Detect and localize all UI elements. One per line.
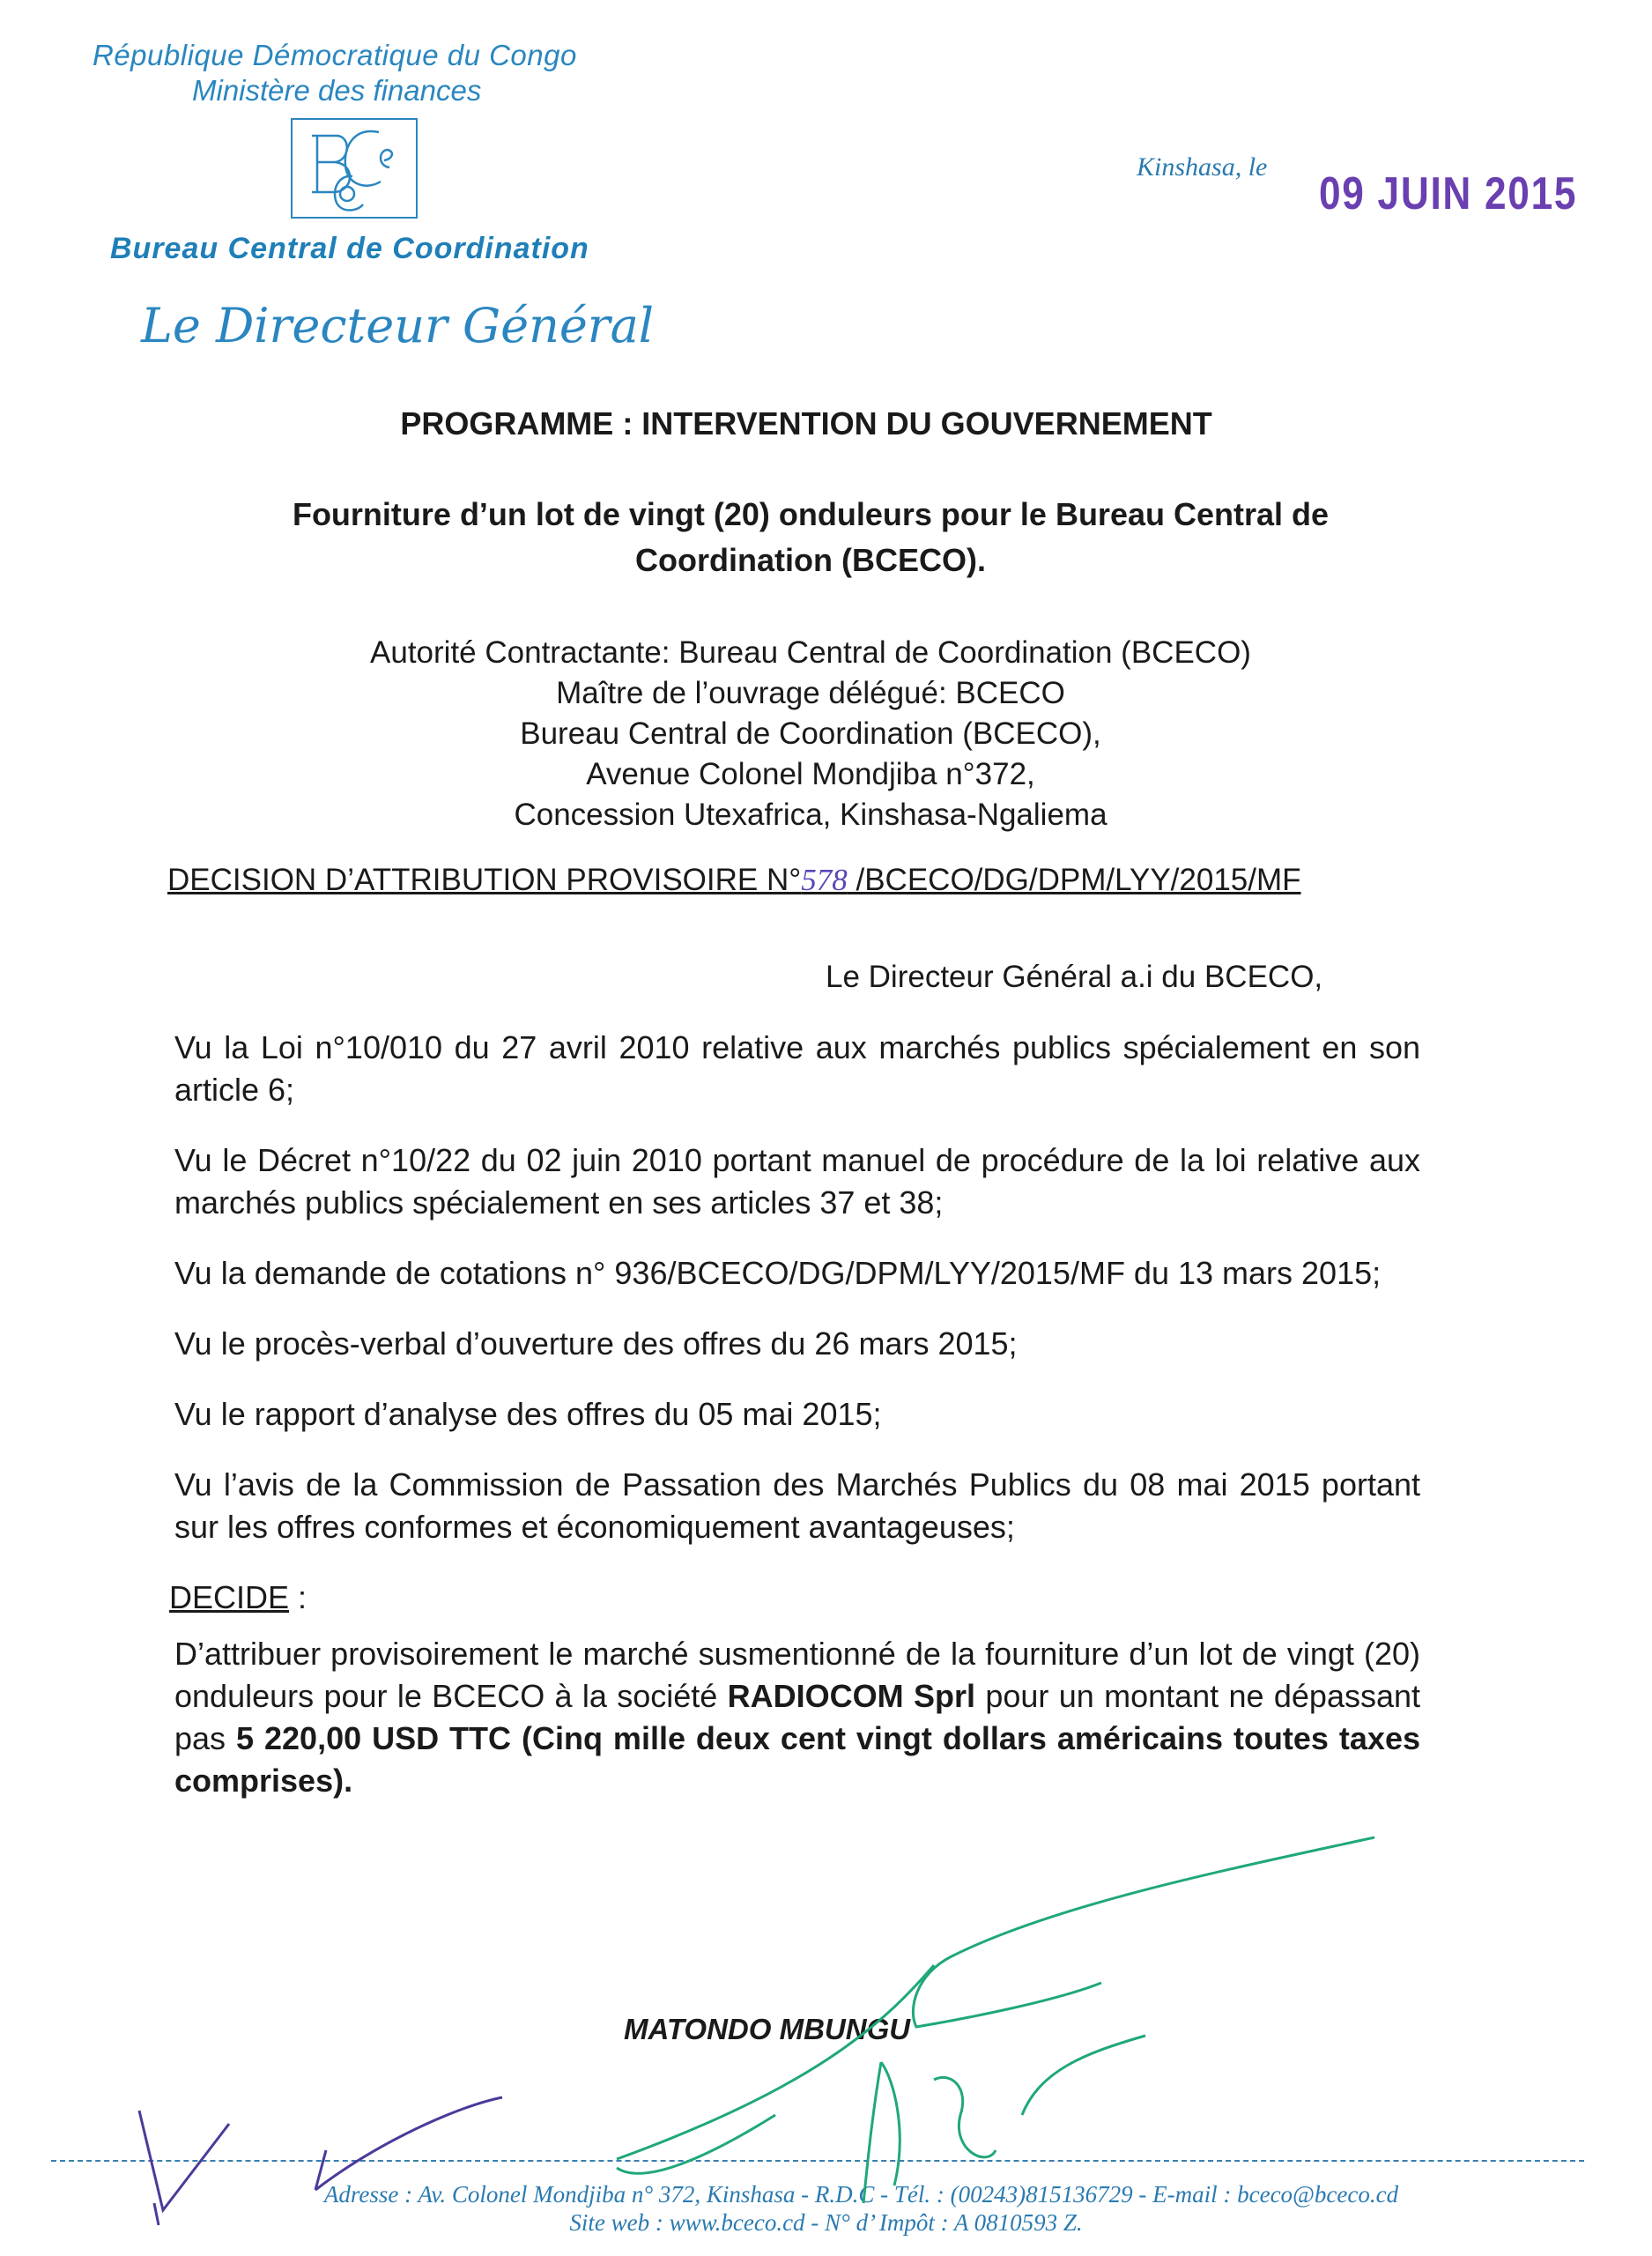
consideration: Vu le rapport d’analyse des offres du 05 mai 2015; xyxy=(174,1396,882,1432)
decide-colon: : xyxy=(289,1579,307,1615)
programme-title: PROGRAMME : INTERVENTION DU GOUVERNEMENT xyxy=(400,405,1212,442)
footer-web: Site web : www.bceco.cd - N° d’ Impôt : A 0810593 Z. xyxy=(569,2209,1083,2236)
consideration: Vu la demande de cotations n° 936/BCECO/DG/DPM/LYY/2015/MF du 13 mars 2015; xyxy=(174,1255,1382,1291)
decision-suffix: /BCECO/DG/DPM/LYY/2015/MF xyxy=(847,863,1301,897)
authority-line: Autorité Contractante: Bureau Central de Coordination (BCECO) xyxy=(370,635,1251,670)
footer-divider xyxy=(51,2160,1584,2162)
footer-address: Adresse : Av. Colonel Mondjiba n° 372, Kinshasa - R.D.C - Tél. : (00243)815136729 - E-mail : bceco@bceco.cd xyxy=(323,2181,1399,2208)
signatory-name: MATONDO MBUNGU xyxy=(624,2013,911,2045)
decision-prefix: DECISION D’ATTRIBUTION PROVISOIRE N° xyxy=(167,863,802,897)
date-stamp: 09 JUIN 2015 xyxy=(1319,168,1578,219)
subject-title: Fourniture d’un lot de vingt (20) onduleurs pour le Bureau Central de Coordination (BCECO). xyxy=(292,496,1330,578)
office-title: Le Directeur Général xyxy=(141,298,655,353)
authority-line: Avenue Colonel Mondjiba n°372, xyxy=(586,757,1035,791)
authority-line: Maître de l’ouvrage délégué: BCECO xyxy=(556,676,1065,710)
bceco-logo xyxy=(291,118,418,219)
footer-address-block xyxy=(0,2180,1652,2237)
country-name: République Démocratique du Congo xyxy=(93,39,577,71)
ministry-name: Ministère des finances xyxy=(192,74,482,107)
org-name: Bureau Central de Coordination xyxy=(110,232,589,265)
consideration: Vu le procès-verbal d’ouverture des offres du 26 mars 2015; xyxy=(174,1325,1018,1362)
bceco-logo-mark xyxy=(293,120,416,217)
authority-line: Bureau Central de Coordination (BCECO), xyxy=(520,716,1101,751)
award-company: RADIOCOM Sprl xyxy=(727,1678,975,1714)
consideration: Vu la Loi n°10/010 du 27 avril 2010 relative aux marchés publics spécialement en son article 6; xyxy=(174,1029,1420,1108)
authority-line: Concession Utexafrica, Kinshasa-Ngaliema xyxy=(514,798,1108,832)
addressee: Le Directeur Général a.i du BCECO, xyxy=(826,960,1323,994)
decision-number: 578 xyxy=(801,863,848,897)
award-text: D’attribuer provisoirement le marché susmentionné de la fourniture d’un lot de vingt (20) onduleurs pour le BCECO à la société xyxy=(174,1636,1420,1714)
award-paragraph xyxy=(174,1633,1420,1802)
authority-block xyxy=(264,633,1357,835)
consideration: Vu le Décret n°10/22 du 02 juin 2010 portant manuel de procédure de la loi relative aux marchés publics spécialement en ses articles 37 et 38; xyxy=(174,1142,1420,1221)
place-prefix: Kinshasa, le xyxy=(1137,152,1268,182)
decision-title xyxy=(167,862,1301,899)
decision-body xyxy=(169,1027,1421,1830)
award-amount: 5 220,00 USD TTC (Cinq mille deux cent vingt dollars américains toutes taxes comprises). xyxy=(174,1720,1420,1799)
decide-heading xyxy=(169,1577,1420,1619)
decide-label: DECIDE xyxy=(169,1579,290,1615)
award-text: pour un montant ne dépassant pas xyxy=(174,1678,1421,1756)
consideration: Vu l’avis de la Commission de Passation des Marchés Publics du 08 mai 2015 portant sur les offres conformes et économiquement avantageuses; xyxy=(174,1466,1420,1545)
